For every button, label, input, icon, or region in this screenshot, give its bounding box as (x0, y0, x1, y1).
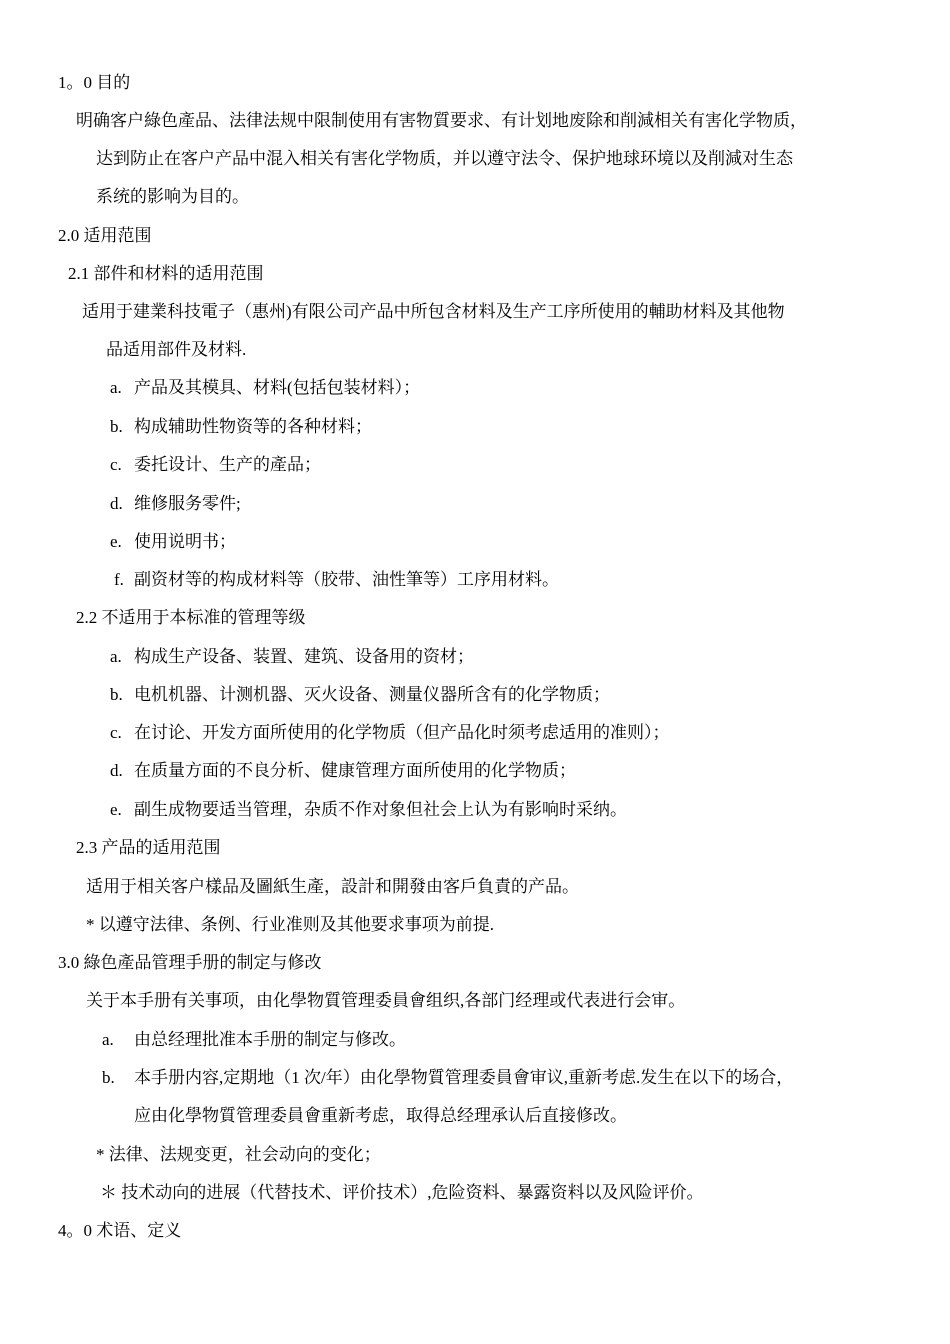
section-3-heading: 3.0 綠色產品管理手册的制定与修改 (58, 953, 322, 972)
list-item (110, 760, 576, 782)
list-item-marker: a. (110, 647, 122, 666)
list-item (102, 1029, 406, 1051)
list-item-marker: c. (110, 455, 122, 474)
section-1-paragraph-line-1: 明确客户綠色產品、法律法规中限制使用有害物質要求、有计划地废除和削減相关有害化学物质， (76, 111, 807, 130)
list-item-marker: b. (110, 417, 123, 436)
list-item-text: 维修服务零件; (134, 494, 241, 513)
list-item-text: 副生成物要适当管理，杂质不作对象但社会上认为有影响时采纳。 (134, 800, 627, 819)
list-item-text: 由总经理批准本手册的制定与修改。 (134, 1030, 406, 1049)
list-item-marker: f. (114, 570, 124, 589)
section-3-note-1: * 法律、法规变更，社会动向的变化； (96, 1145, 381, 1164)
list-item-text: 使用说明书； (134, 532, 236, 551)
section-2-2-heading: 2.2 不适用于本标准的管理等级 (76, 608, 306, 627)
section-2-3-paragraph: 适用于相关客户樣品及圖紙生產，設計和開發由客戶負責的产品。 (86, 877, 579, 896)
section-1-paragraph-line-2: 达到防止在客户产品中混入相关有害化学物质，并以遵守法令、保护地球环境以及削減对生态 (96, 149, 793, 168)
list-item-marker: a. (110, 378, 122, 397)
section-2-3-note: * 以遵守法律、条例、行业准则及其他要求事项为前提. (86, 915, 494, 934)
list-item (110, 454, 321, 476)
list-item-marker: a. (102, 1030, 114, 1049)
list-item-continuation: 应由化學物質管理委員會重新考虑，取得总经理承认后直接修改。 (134, 1106, 627, 1125)
list-item-text: 产品及其模具、材料(包括包装材料）； (134, 378, 421, 397)
section-1-paragraph-line-3: 系统的影响为目的。 (96, 187, 249, 206)
list-item-text: 委托设计、生产的產品； (134, 455, 321, 474)
list-item-text: 构成生产设备、装置、建筑、设备用的资材； (134, 647, 474, 666)
list-item (110, 493, 241, 515)
list-item-text: 在质量方面的不良分析、健康管理方面所使用的化学物质； (134, 761, 576, 780)
list-item (110, 646, 474, 668)
list-item-marker: e. (110, 532, 122, 551)
list-item (102, 1067, 793, 1089)
list-item (110, 531, 236, 553)
section-2-1-heading: 2.1 部件和材料的适用范围 (68, 264, 264, 283)
section-3-paragraph: 关于本手册有关事项，由化學物質管理委員會组织,各部门经理或代表进行会审。 (86, 991, 686, 1010)
section-3-note-2: ＊ 技术动向的进展（代替技术、评价技术）,危险资料、暴露资料以及风险评价。 (100, 1183, 704, 1202)
list-item-marker: c. (110, 723, 122, 742)
list-item-marker: d. (110, 761, 123, 780)
list-item-marker: d. (110, 494, 123, 513)
list-item-text: 副资材等的构成材料等（胶带、油性筆等）工序用材料。 (134, 570, 559, 589)
list-item (114, 569, 559, 591)
section-2-1-paragraph-line-1: 适用于建業科技電子（惠州)有限公司产品中所包含材料及生产工序所使用的輔助材料及其他物 (82, 302, 785, 321)
section-2-heading: 2.0 适用范围 (58, 226, 152, 245)
list-item (110, 722, 670, 744)
section-2-1-paragraph-line-2: 品适用部件及材料. (106, 340, 247, 359)
list-item-marker: e. (110, 800, 122, 819)
section-1-heading: 1。0 目的 (58, 73, 131, 92)
list-item-text: 电机机器、计测机器、灭火设备、测量仪器所含有的化学物质； (134, 685, 610, 704)
list-item (110, 416, 372, 438)
section-4-heading: 4。0 术语、定义 (58, 1221, 182, 1240)
list-item (110, 377, 420, 399)
section-2-3-heading: 2.3 产品的适用范围 (76, 838, 221, 857)
list-item-text: 构成辅助性物资等的各种材料； (134, 417, 372, 436)
list-item (110, 684, 610, 706)
list-item-marker: b. (102, 1068, 115, 1087)
list-item-text: 本手册内容,定期地（1 次/年）由化學物質管理委員會审议,重新考虑.发生在以下的场合， (134, 1068, 794, 1087)
list-item (110, 799, 627, 821)
list-item-marker: b. (110, 685, 123, 704)
list-item-text: 在讨论、开发方面所使用的化学物质（但产品化时须考虑适用的准则）； (134, 723, 670, 742)
